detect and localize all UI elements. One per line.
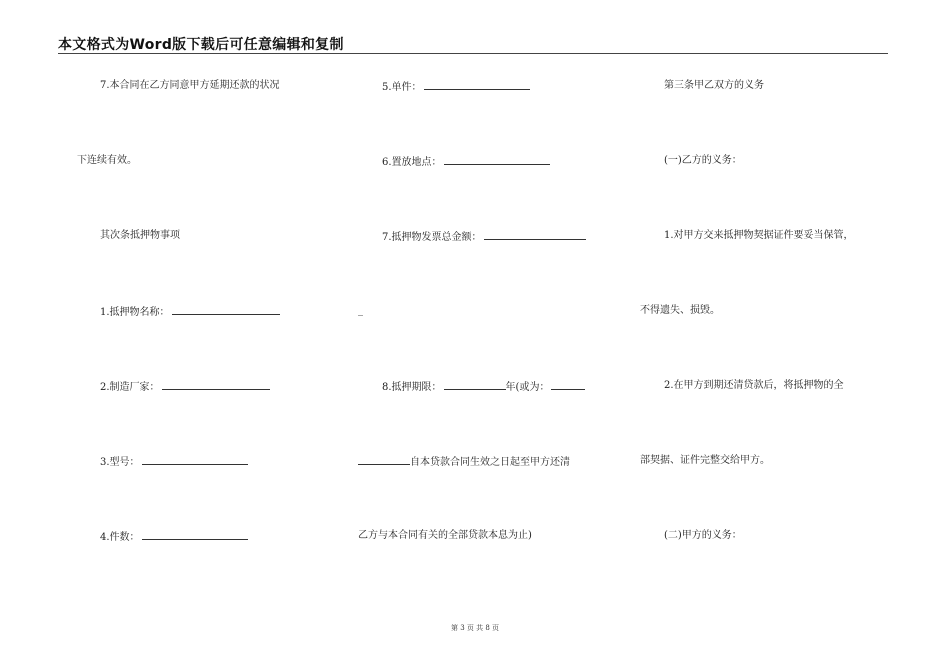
header-title: 本文格式为Word版下载后可任意编辑和复制 <box>58 37 344 53</box>
col2-line-2 <box>382 154 550 170</box>
location-label: 6.置放地点： <box>382 157 442 168</box>
col2-line-3 <box>382 229 586 245</box>
model-blank <box>142 454 248 465</box>
unit-blank <box>424 79 530 90</box>
manufacturer-label: 2.制造厂家： <box>100 382 160 393</box>
pledge-period-blank <box>444 379 506 390</box>
col1-line-3: 其次条抵押物事项 <box>100 230 180 241</box>
col2-line-1 <box>382 79 530 95</box>
pledge-name-label: 1.抵押物名称： <box>100 307 170 318</box>
period-continuation-text: 自本贷款合同生效之日起至甲方还清 <box>410 457 570 468</box>
location-blank <box>444 154 550 165</box>
pledge-period-alt-blank <box>551 379 585 390</box>
col3-line-7: (二)甲方的义务： <box>664 530 742 541</box>
col3-line-6: 部契据、证件完整交给甲方。 <box>640 455 770 466</box>
pledge-name-blank <box>172 304 280 315</box>
pledge-period-alt-label: 年(或为： <box>505 382 550 393</box>
col3-line-3: 1.对甲方交来抵押物契据证件要妥当保管， <box>664 230 854 241</box>
quantity-label: 4.件数： <box>100 532 140 543</box>
invoice-total-blank <box>484 229 586 240</box>
invoice-total-label: 7.抵押物发票总金额： <box>382 232 482 243</box>
col3-line-4: 不得遗失、损毁。 <box>640 305 720 316</box>
col1-line-1: 7.本合同在乙方同意甲方延期还款的状况 <box>100 80 280 91</box>
col1-line-6 <box>100 454 248 470</box>
col2-line-7: 乙方与本合同有关的全部贷款本息为止) <box>358 530 532 541</box>
col1-line-5 <box>100 379 270 395</box>
col3-line-2: (一)乙方的义务： <box>664 155 742 166</box>
pledge-period-label: 8.抵押期限： <box>382 382 442 393</box>
col2-line-4: _ <box>358 305 363 316</box>
manufacturer-blank <box>162 379 270 390</box>
col1-line-2: 下连续有效。 <box>77 155 137 166</box>
quantity-blank <box>142 529 248 540</box>
col3-line-5: 2.在甲方到期还清贷款后，将抵押物的全 <box>664 380 844 391</box>
header-divider <box>58 53 888 54</box>
col1-line-4 <box>100 304 280 320</box>
col2-line-6 <box>358 454 570 470</box>
page-number: 第 3 页 共 8 页 <box>450 624 500 632</box>
unit-label: 5.单件： <box>382 82 422 93</box>
col2-line-5 <box>382 379 585 395</box>
period-continuation-blank <box>358 454 410 465</box>
col1-line-7 <box>100 529 248 545</box>
model-label: 3.型号： <box>100 457 140 468</box>
col3-line-1: 第三条甲乙双方的义务 <box>664 80 764 91</box>
